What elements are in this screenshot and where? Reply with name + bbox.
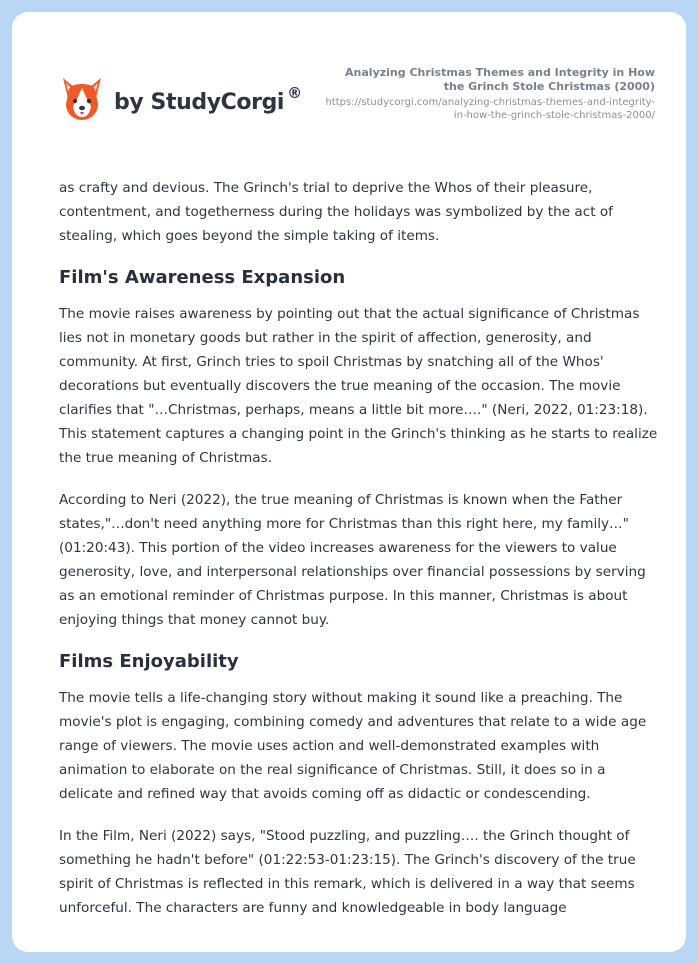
section-heading: Film's Awareness Expansion [59,267,346,288]
corgi-logo-icon [60,74,104,122]
document-title: Analyzing Christmas Themes and Integrity in How the Grinch Stole Christmas (2000) [345,66,655,93]
paragraph: The movie raises awareness by pointing out that the actual significance of Christmas lies not in monetary goods but rather in the spirit of affection, generosity, and community. At first, Grinch tries to spoil Christmas by snatching all of the Whos' decorations but eventually discovers the true meaning of the occasion. The movie clarifies that "…Christmas, perhaps, means a little bit more…." (Neri, 2022, 01:23:18). This statement captures a changing point in the Grinch's thinking as he starts to realize the true meaning of Christmas. [59,306,658,466]
brand-text: by StudyCorgi [114,89,285,115]
registered-mark: ® [287,83,302,102]
page-header [12,12,686,162]
paragraph: In the Film, Neri (2022) says, "Stood puzzling, and puzzling…. the Grinch thought of something he hadn't before" (01:22:53-01:23:15). The Grinch's discovery of the true spirit of Christmas is reflected in this remark, which is delivered in a way that seems unforceful. The characters are funny and knowledgeable in body language [59,828,636,916]
paragraph: The movie tells a life-changing story without making it sound like a preaching. The movie's plot is engaging, combining comedy and adventures that relate to a wide age range of viewers. The movie uses action and well-demonstrated examples with animation to elaborate on the real significance of Christmas. Still, it does so in a delicate and refined way that avoids coming off as didactic or condescending. [59,690,647,802]
brand-name [114,83,302,115]
studycorgi-logo[interactable] [60,74,302,122]
paragraph: as crafty and devious. The Grinch's trial to deprive the Whos of their pleasure, contentment, and togetherness during the holidays was symbolized by the act of stealing, which goes beyond the simple taking of items. [59,180,613,244]
section-heading: Films Enjoyability [59,651,239,672]
document-page [12,12,686,952]
document-meta [325,66,655,122]
paragraph: According to Neri (2022), the true meaning of Christmas is known when the Father states,"…don't need anything more for Christmas than this right here, my family…" (01:20:43). This portion of the video increases awareness for the viewers to value generosity, love, and interpersonal relationships over financial possessions by serving as an emotional reminder of Christmas purpose. In this manner, Christmas is about enjoying things that money cannot buy. [59,492,646,628]
document-url[interactable]: https://studycorgi.com/analyzing-christmas-themes-and-integrity-in-how-the-grinch-stole-christmas-2000/ [325,97,655,121]
article-content [59,176,659,938]
